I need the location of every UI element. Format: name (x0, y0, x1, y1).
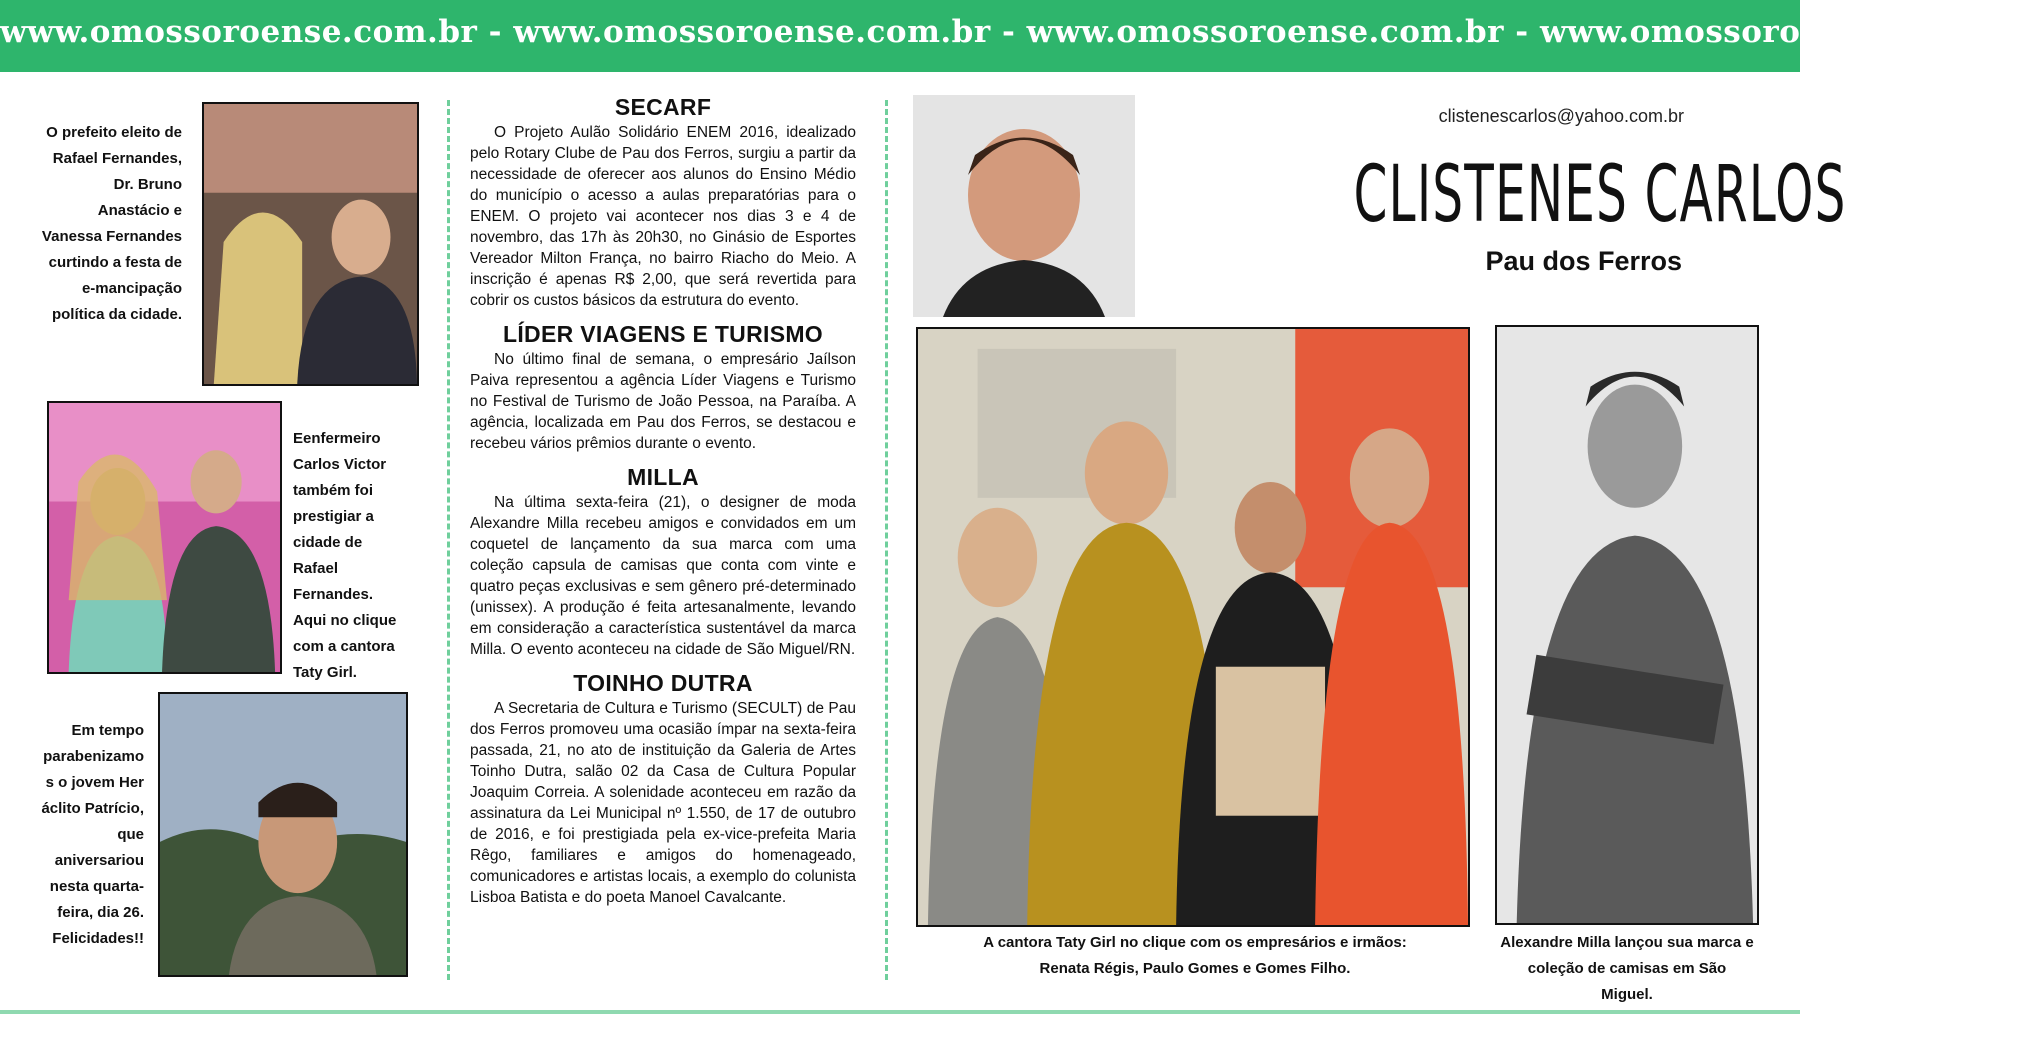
text-lider-viagens: No último final de semana, o empresário Jaílson Paiva representou a agência Líder Viagens e Turismo no Festival de Turismo de João Pessoa, na Paraíba. A agência, localizada em Pau dos Ferros, se destacou e recebeu vários prêmios durante o evento. (470, 351, 856, 452)
photo-alexandre-milla (1495, 325, 1759, 925)
photo-taty-girl-group (916, 327, 1470, 927)
text-milla: Na última sexta-feira (21), o designer de moda Alexandre Milla recebeu amigos e convidados em um coquetel de lançamento da sua marca com uma coleção capsula de camisas que conta com vinte e quatro peças exclusivas e sem gênero pré-determinado (unissex). A produção é feita artesanalmente, levando em consideração a característica sustentável da marca Milla. O evento aconteceu na cidade de São Miguel/RN. (470, 494, 856, 658)
photo-taty-girl-group-image (918, 329, 1468, 925)
banner-underline (0, 64, 1800, 72)
columnist-avatar (913, 95, 1135, 317)
photo-prefeito-eleito (202, 102, 419, 386)
caption-heraclito: Em tempo parabenizamo s o jovem Her áclito Patrício, que aniversariou nesta quarta-feira, dia 26. Felicidades!! (41, 722, 144, 947)
photo-carlos-victor-image (49, 403, 280, 672)
photo-prefeito-eleito-image (204, 104, 417, 384)
heading-lider-viagens: LÍDER VIAGENS E TURISMO (503, 321, 823, 347)
text-secarf: O Projeto Aulão Solidário ENEM 2016, idealizado pelo Rotary Clube de Pau dos Ferros, surgiu a partir da necessidade de oferecer aos alunos do Ensino Médio do município o acesso a aulas preparatórias para o ENEM. O projeto vai acontecer nos dias 3 e 4 de novembro, das 17h às 20h30, no Ginásio de Esportes Vereador Milton França, no bairro Riacho do Meio. A inscrição é apenas R$ 2,00, que será revertida para cobrir os custos básicos da estrutura do evento. (470, 124, 856, 309)
bottom-rule (0, 1010, 1800, 1014)
caption-alexandre-milla: Alexandre Milla lançou sua marca e coleção de camisas em São Miguel. (1500, 934, 1754, 1003)
columnist-email[interactable]: clistenescarlos@yahoo.com.br (1438, 106, 1684, 126)
columnist-name: CLISTENES CARLOS (1353, 150, 1847, 240)
heading-secarf: SECARF (614, 94, 712, 120)
photo-heraclito-image (160, 694, 406, 975)
caption-prefeito-eleito: O prefeito eleito de Rafael Fernandes, Dr. Bruno Anastácio e Vanessa Fernandes curtindo a festa de e-mancipação política da cidade. (41, 124, 182, 323)
news-column (470, 92, 856, 916)
caption-taty-girl-group: A cantora Taty Girl no clique com os empresários e irmãos: Renata Régis, Paulo Gomes e Gomes Filho. (983, 934, 1407, 977)
column-divider-left (447, 100, 450, 980)
text-toinho-dutra: A Secretaria de Cultura e Turismo (SECULT) de Pau dos Ferros promoveu uma ocasião ímpar na sexta-feira passada, 21, no ato de instituição da Galeria de Artes Toinho Dutra, salão 02 da Casa de Cultura Popular Joaquim Correia. A solenidade aconteceu em razão da assinatura da Lei Municipal nº 1.550, de 17 de outubro de 2016, e foi prestigiada pela ex-vice-prefeita Maria Rêgo, familiares e amigos do homenageado, comunicadores e artistas locais, a exemplo do colunista Lisboa Batista e do poeta Manoel Cavalcante. (470, 700, 856, 906)
caption-carlos-victor: Eenfermeiro Carlos Victor também foi prestigiar a cidade de Rafael Fernandes. Aqui no clique com a cantora Taty Girl. (293, 430, 397, 681)
heading-milla: MILLA (627, 464, 699, 490)
heading-toinho-dutra: TOINHO DUTRA (573, 670, 753, 696)
site-url-banner: www.omossoroense.com.br - www.omossoroense.com.br - www.omossoroense.com.br - www.omossoroense.com.br (0, 0, 1800, 72)
columnist-avatar-image (913, 95, 1135, 317)
column-city: Pau dos Ferros (1485, 246, 1682, 276)
photo-heraclito (158, 692, 408, 977)
column-divider-right (885, 100, 888, 980)
photo-alexandre-milla-image (1497, 327, 1757, 923)
photo-carlos-victor (47, 401, 282, 674)
